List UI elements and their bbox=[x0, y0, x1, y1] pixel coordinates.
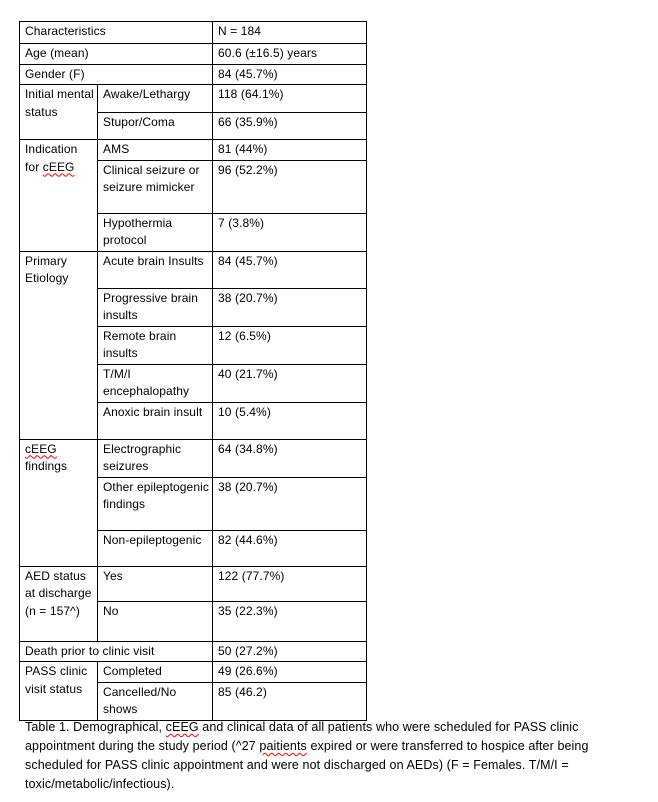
table-row bbox=[20, 140, 367, 161]
value-cell: 122 (77.7%) bbox=[213, 566, 367, 601]
value-cell: 81 (44%) bbox=[213, 140, 367, 161]
value-cell: 38 (20.7%) bbox=[213, 288, 367, 326]
sub-label-cell: Cancelled/No shows bbox=[98, 682, 213, 720]
sub-label-cell: Other epileptogenic findings bbox=[98, 477, 213, 530]
misspelled-word: cEEG bbox=[42, 159, 75, 174]
group-label-cell: AED status at discharge (n = 157^) bbox=[20, 566, 98, 641]
sub-label-cell: Clinical seizure or seizure mimicker bbox=[98, 160, 213, 213]
value-cell: 50 (27.2%) bbox=[213, 641, 367, 662]
value-cell: 38 (20.7%) bbox=[213, 477, 367, 530]
value-cell: 40 (21.7%) bbox=[213, 364, 367, 402]
header-n-cell: N = 184 bbox=[213, 22, 367, 44]
row-label-cell: Age (mean) bbox=[20, 44, 213, 65]
header-characteristics-cell: Characteristics bbox=[20, 22, 213, 44]
value-cell: 82 (44.6%) bbox=[213, 530, 367, 566]
sub-label-cell: Remote brain insults bbox=[98, 326, 213, 364]
value-cell: 85 (46.2) bbox=[213, 682, 367, 720]
sub-label-cell: T/M/I encephalopathy bbox=[98, 364, 213, 402]
group-label-cell bbox=[20, 439, 98, 566]
sub-label-cell: Progressive brain insults bbox=[98, 288, 213, 326]
misspelled-word: paitients bbox=[259, 739, 307, 753]
text-segment: and clinical data of all patients who were scheduled for PASS clinic appointment during the study period (^27 bbox=[25, 720, 579, 753]
group-label-cell: Initial mental status bbox=[20, 85, 98, 140]
value-cell: 118 (64.1%) bbox=[213, 85, 367, 113]
value-cell: 60.6 (±16.5) years bbox=[213, 44, 367, 65]
misspelled-word: cEEG bbox=[165, 720, 199, 734]
value-cell: 66 (35.9%) bbox=[213, 113, 367, 140]
sub-label-cell: Hypothermia protocol bbox=[98, 213, 213, 251]
value-cell: 35 (22.3%) bbox=[213, 601, 367, 641]
sub-label-cell: Electrographic seizures bbox=[98, 439, 213, 477]
table-row bbox=[20, 22, 367, 44]
sub-label-cell: Yes bbox=[98, 566, 213, 601]
group-label-cell: PASS clinic visit status bbox=[20, 662, 98, 721]
value-cell: 10 (5.4%) bbox=[213, 402, 367, 439]
sub-label-cell: Non-epileptogenic bbox=[98, 530, 213, 566]
table-row bbox=[20, 251, 367, 288]
text-segment: expired or were transferred to hospice after being scheduled for PASS clinic appointment and were not discharged on AEDs) (F = Females. T/M/I = toxic/metabolic/infectious). bbox=[25, 739, 589, 791]
sub-label-cell: Completed bbox=[98, 662, 213, 683]
table-row bbox=[20, 85, 367, 113]
misspelled-word: cEEG bbox=[25, 441, 57, 456]
value-cell: 84 (45.7%) bbox=[213, 64, 367, 85]
table-caption bbox=[25, 718, 637, 794]
sub-label-cell: No bbox=[98, 601, 213, 641]
group-label-cell: Primary Etiology bbox=[20, 251, 98, 439]
table-row bbox=[20, 641, 367, 662]
table-row bbox=[20, 64, 367, 85]
value-cell: 49 (26.6%) bbox=[213, 662, 367, 683]
text-segment: Indication for bbox=[25, 142, 78, 174]
group-label-cell bbox=[20, 140, 98, 252]
value-cell: 7 (3.8%) bbox=[213, 213, 367, 251]
value-cell: 64 (34.8%) bbox=[213, 439, 367, 477]
text-segment: Table 1. Demographical, bbox=[25, 720, 166, 734]
table-row bbox=[20, 566, 367, 601]
sub-label-cell: Awake/Lethargy bbox=[98, 85, 213, 113]
table-row bbox=[20, 44, 367, 65]
row-label-cell: Death prior to clinic visit bbox=[20, 641, 213, 662]
patient-characteristics-table bbox=[19, 21, 367, 721]
value-cell: 84 (45.7%) bbox=[213, 251, 367, 288]
text-segment: findings bbox=[25, 459, 68, 473]
table-row bbox=[20, 439, 367, 477]
sub-label-cell: Anoxic brain insult bbox=[98, 402, 213, 439]
value-cell: 96 (52.2%) bbox=[213, 160, 367, 213]
row-label-cell: Gender (F) bbox=[20, 64, 213, 85]
sub-label-cell: Acute brain Insults bbox=[98, 251, 213, 288]
value-cell: 12 (6.5%) bbox=[213, 326, 367, 364]
sub-label-cell: AMS bbox=[98, 140, 213, 161]
sub-label-cell: Stupor/Coma bbox=[98, 113, 213, 140]
table-row bbox=[20, 662, 367, 683]
